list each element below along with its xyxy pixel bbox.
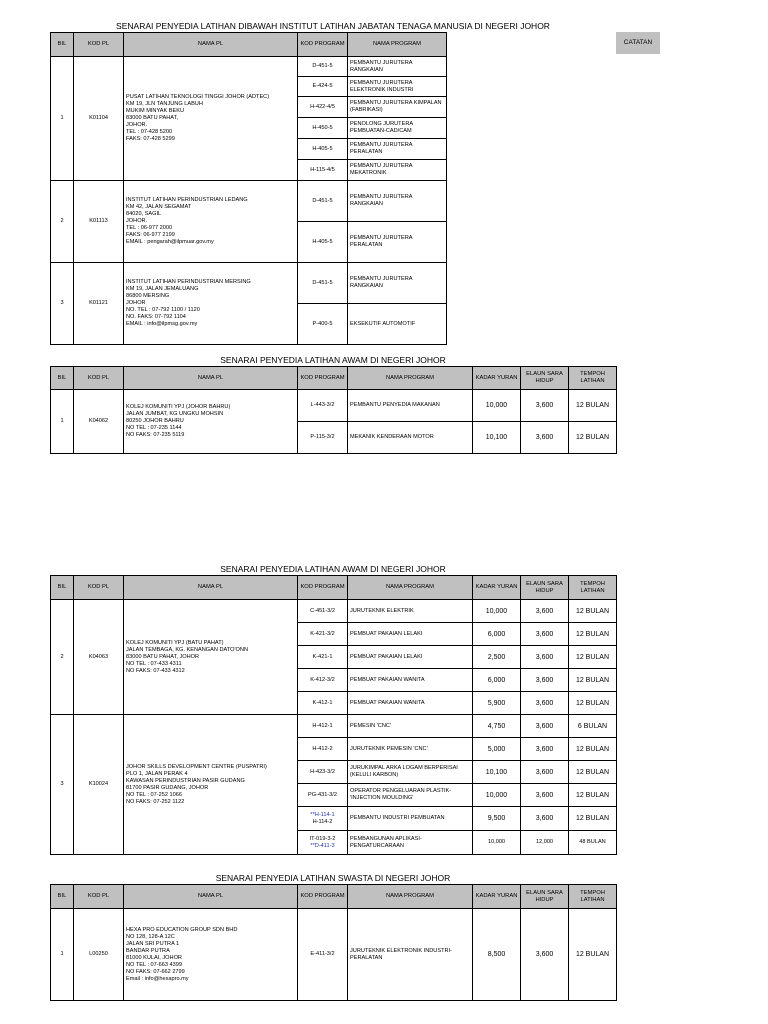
section-1-table [50,32,617,345]
bil-cell: 2 [51,181,74,263]
kod-program-cell: H-412-1 [298,715,348,738]
elaun-cell: 3,600 [521,715,569,738]
elaun-cell: 3,600 [521,738,569,761]
header-nama-pl: NAMA PL [124,576,298,600]
catatan-header: CATATAN [616,32,660,54]
kod-program-cell: H-412-2 [298,738,348,761]
header-nama-program: NAMA PROGRAM [348,33,447,57]
nama-program-cell: JURUKIMPAL ARKA LOGAM BERPERISAI (KELULI KARBON) [348,761,473,784]
kod-program-cell: C-451-3/2 [298,600,348,623]
header-kod-program: KOD PROGRAM [298,33,348,57]
table-row [51,263,617,304]
kod-program-cell: L-443-3/2 [298,390,348,422]
elaun-cell: 3,600 [521,600,569,623]
kod-program-cell: H-405-5 [298,222,348,263]
header-elaun: ELAUN SARA HIDUP [521,576,569,600]
tempoh-cell: 12 BULAN [569,738,617,761]
nama-program-cell: PEMBANTU JURUTERA PERALATAN [348,139,447,160]
kod-program-cell: PG-431-3/2 [298,784,348,807]
header-nama-program: NAMA PROGRAM [348,885,473,909]
kod-program-cell: K-412-1 [298,692,348,715]
kod-pl-cell: K01113 [74,181,124,263]
bil-cell: 1 [51,909,74,1001]
table-row [51,57,617,77]
elaun-cell: 3,600 [521,422,569,454]
header-elaun: ELAUN SARA HIDUP [521,367,569,390]
table-row [51,390,617,422]
kod-program-cell: H-115-4/5 [298,160,348,181]
section-4-title: SENARAI PENYEDIA LATIHAN SWASTA DI NEGERI JOHOR [215,873,451,883]
bil-cell: 2 [51,600,74,715]
header-kod-program: KOD PROGRAM [298,367,348,390]
nama-program-cell: PEMBANTU JURUTERA ELEKTRONIK INDUSTRI [348,77,447,97]
tempoh-cell: 12 BULAN [569,761,617,784]
header-bil: BIL [51,367,74,390]
kod-pl-cell: K04063 [74,600,124,715]
elaun-cell: 3,600 [521,807,569,831]
kod-program-cell: H-423-3/2 [298,761,348,784]
yuran-cell: 5,900 [473,692,521,715]
kod-program-cell: P-115-3/2 [298,422,348,454]
yuran-cell: 6,000 [473,669,521,692]
nama-program-cell: OPERATOR PENGELUARAN PLASTIK-'INJECTION MOULDING' [348,784,473,807]
yuran-cell: 10,000 [473,600,521,623]
tempoh-cell: 12 BULAN [569,646,617,669]
nama-pl-cell: KOLEJ KOMUNITI YPJ (BATU PAHAT) JALAN TEMBAGA, KG. KENANGAN DATO'ONN 83000 BATU PAHAT, JOHOR NO TEL : 07-433 4311 NO FAKS: 07-433 4312 [124,600,298,715]
tempoh-cell: 12 BULAN [569,669,617,692]
header-bil: BIL [51,885,74,909]
elaun-cell: 3,600 [521,761,569,784]
section-3-title: SENARAI PENYEDIA LATIHAN AWAM DI NEGERI JOHOR [220,564,446,574]
elaun-cell: 3,600 [521,692,569,715]
nama-pl-cell: INSTITUT LATIHAN PERINDUSTRIAN MERSING KM 19, JALAN JEMALUANG 86800 MERSING JOHOR NO. TEL : 07-792 1100 / 1120 NO. FAKS: 07-792 1104 EMAIL : info@ilpmsg.gov.my [124,263,298,345]
nama-program-cell: PEMBUAT PAKAIAN LELAKI [348,646,473,669]
section-2-table [50,366,617,454]
yuran-cell: 2,500 [473,646,521,669]
section-1-title: SENARAI PENYEDIA LATIHAN DIBAWAH INSTITUT LATIHAN JABATAN TENAGA MANUSIA DI NEGERI JOHOR [116,21,550,31]
tempoh-cell: 48 BULAN [569,831,617,855]
header-elaun: ELAUN SARA HIDUP [521,885,569,909]
nama-pl-cell: INSTITUT LATIHAN PERINDUSTRIAN LEDANG KM 42, JALAN SEGAMAT 84020, SAGIL JOHOR. TEL : 06-977 2000 FAKS: 06-977 2199 EMAIL : pengarah@ilpmuar.gov.my [124,181,298,263]
elaun-cell: 12,000 [521,831,569,855]
nama-program-cell: PEMESIN 'CNC' [348,715,473,738]
nama-pl-cell: KOLEJ KOMUNITI YPJ (JOHOR BAHRU) JALAN JUMBAT, KG UNGKU MOHSIN 80250 JOHOR BAHRU NO TEL : 07-235 1144 NO FAKS: 07-235 5119 [124,390,298,454]
yuran-cell: 6,000 [473,623,521,646]
nama-program-cell: JURUTEKNIK ELEKTRONIK INDUSTRI- PERALATAN [348,909,473,1001]
table-row [51,181,617,222]
tempoh-cell: 12 BULAN [569,422,617,454]
bil-cell: 3 [51,263,74,345]
kod-program-cell: P-400-5 [298,304,348,345]
elaun-cell: 3,600 [521,646,569,669]
tempoh-cell: 12 BULAN [569,600,617,623]
header-tempoh: TEMPOH LATIHAN [569,885,617,909]
elaun-cell: 3,600 [521,784,569,807]
nama-pl-cell: JOHOR SKILLS DEVELOPMENT CENTRE (PUSPATRI) PLO 1, JALAN PERAK 4 KAWASAN PERINDUSTRIAN PASIR GUDANG 81700 PASIR GUDANG, JOHOR NO TEL : 07-252 1066 NO FAKS: 07-252 1122 [124,715,298,855]
yuran-cell: 10,000 [473,390,521,422]
yuran-cell: 10,100 [473,761,521,784]
kod-program-cell: E-424-5 [298,77,348,97]
header-bil: BIL [51,33,74,57]
header-kod-program: KOD PROGRAM [298,885,348,909]
nama-program-cell: EKSEKUTIF AUTOMOTIF [348,304,447,345]
kod-program-cell: IT-019-3-2 **D-411-3 [298,831,348,855]
tempoh-cell: 12 BULAN [569,390,617,422]
header-kod-pl: KOD PL [74,885,124,909]
table-row [51,909,617,1001]
kod-program-cell: H-405-5 [298,139,348,160]
nama-program-cell: JURUTEKNIK PEMESIN 'CNC' [348,738,473,761]
kod-pl-cell: K04062 [74,390,124,454]
header-kod-pl: KOD PL [74,33,124,57]
header-kadar-yuran: KADAR YURAN [473,576,521,600]
kod-program-cell: H-422-4/5 [298,97,348,118]
tempoh-cell: 12 BULAN [569,692,617,715]
kod-program-cell: K-412-3/2 [298,669,348,692]
header-nama-pl: NAMA PL [124,367,298,390]
kod-pl-cell: K10024 [74,715,124,855]
header-bil: BIL [51,576,74,600]
nama-program-cell: PEMBANTU JURUTERA RANGKAIAN [348,57,447,77]
yuran-cell: 10,000 [473,784,521,807]
kod-program-cell: E-411-3/2 [298,909,348,1001]
kod-pl-cell: K01121 [74,263,124,345]
header-nama-program: NAMA PROGRAM [348,576,473,600]
nama-program-cell: PEMBANTU JURUTERA RANGKAIAN [348,263,447,304]
elaun-cell: 3,600 [521,669,569,692]
table-row [51,715,617,738]
header-kadar-yuran: KADAR YURAN [473,885,521,909]
nama-program-cell: PEMBANTU PENYEDIA MAKANAN [348,390,473,422]
yuran-cell: 8,500 [473,909,521,1001]
header-nama-pl: NAMA PL [124,33,298,57]
nama-program-cell: PENOLONG JURUTERA PEMBUATAN-CAD/CAM [348,118,447,139]
nama-program-cell: JURUTEKNIK ELEKTRIK [348,600,473,623]
nama-program-cell: PEMBUAT PAKAIAN WANITA [348,669,473,692]
kod-program-cell: K-421-3/2 [298,623,348,646]
bil-cell: 1 [51,390,74,454]
header-kadar-yuran: KADAR YURAN [473,367,521,390]
tempoh-cell: 12 BULAN [569,623,617,646]
elaun-cell: 3,600 [521,390,569,422]
nama-program-cell: PEMBANTU JURUTERA MEKATRONIK [348,160,447,181]
nama-program-cell: PEMBANTU JURUTERA KIMPALAN (FABRIKASI) [348,97,447,118]
yuran-cell: 9,500 [473,807,521,831]
nama-pl-cell: HEXA PRO EDUCATION GROUP SDN BHD NO 128, 128-A 12C JALAN SRI PUTRA 1 BANDAR PUTRA 81000 KULAI, JOHOR NO TEL : 07-663 4399 NO FAKS: 07-662 2799 Email : info@hexapro.my [124,909,298,1001]
nama-program-cell: PEMBANTU JURUTERA RANGKAIAN [348,181,447,222]
tempoh-cell: 12 BULAN [569,909,617,1001]
bil-cell: 1 [51,57,74,181]
nama-program-cell: PEMBANTU JURUTERA PERALATAN [348,222,447,263]
tempoh-cell: 12 BULAN [569,807,617,831]
kod-pl-cell: K01104 [74,57,124,181]
kod-program-cell: D-451-5 [298,263,348,304]
yuran-cell: 5,000 [473,738,521,761]
elaun-cell: 3,600 [521,909,569,1001]
kod-program-cell: D-451-5 [298,181,348,222]
kod-program-cell: H-450-5 [298,118,348,139]
nama-program-cell: PEMBUAT PAKAIAN LELAKI [348,623,473,646]
nama-program-cell: MEKANIK KENDERAAN MOTOR [348,422,473,454]
header-nama-pl: NAMA PL [124,885,298,909]
nama-program-cell: PEMBUAT PAKAIAN WANITA [348,692,473,715]
nama-program-cell: PEMBANTU INDUSTRI PEMBUATAN [348,807,473,831]
header-tempoh: TEMPOH LATIHAN [569,576,617,600]
header-kod-pl: KOD PL [74,367,124,390]
kod-program-cell: K-421-1 [298,646,348,669]
header-nama-program: NAMA PROGRAM [348,367,473,390]
kod-program-cell: **H-114-1 H-114-2 [298,807,348,831]
nama-program-cell: PEMBANGUNAN APLIKASI- PENGATURCARAAN [348,831,473,855]
yuran-cell: 10,000 [473,831,521,855]
header-kod-program: KOD PROGRAM [298,576,348,600]
elaun-cell: 3,600 [521,623,569,646]
kod-pl-cell: L00250 [74,909,124,1001]
section-2-title: SENARAI PENYEDIA LATIHAN AWAM DI NEGERI JOHOR [220,355,446,365]
header-kod-pl: KOD PL [74,576,124,600]
header-tempoh: TEMPOH LATIHAN [569,367,617,390]
section-4-table [50,884,617,1001]
table-row [51,600,617,623]
nama-pl-cell: PUSAT LATIHAN TEKNOLOGI TINGGI JOHOR (ADTEC) KM 19, JLN TANJUNG LABUH MUKIM MINYAK BEKU 83000 BATU PAHAT, JOHOR. TEL : 07-428 5200 FAKS: 07-428 5299 [124,57,298,181]
yuran-cell: 4,750 [473,715,521,738]
bil-cell: 3 [51,715,74,855]
tempoh-cell: 6 BULAN [569,715,617,738]
yuran-cell: 10,100 [473,422,521,454]
kod-program-cell: D-451-5 [298,57,348,77]
section-3-table [50,575,617,855]
tempoh-cell: 12 BULAN [569,784,617,807]
